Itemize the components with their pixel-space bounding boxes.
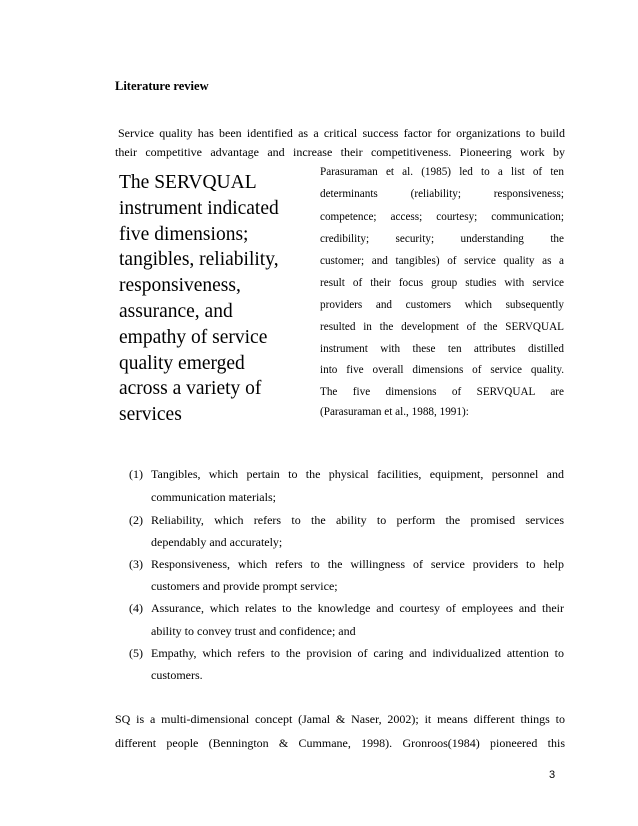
closing-line: SQ is a multi-dimensional concept (Jamal & Naser, 2002); it means different things to <box>115 712 565 726</box>
pull-quote-line: empathy of service <box>119 326 268 348</box>
column-line: instrument with these ten attributes distilled <box>320 343 564 355</box>
page-number: 3 <box>549 769 556 781</box>
list-line: Empathy, which refers to the provision of caring and individualized attention to <box>151 646 564 660</box>
pull-quote-line: services <box>119 404 182 426</box>
column-line: providers and customers which subsequently <box>320 299 564 311</box>
section-heading: Literature review <box>115 79 209 93</box>
pull-quote-line: tangibles, reliability, <box>119 249 279 271</box>
pull-quote-line: across a variety of <box>119 378 262 400</box>
intro-line: Service quality has been identified as a critical success factor for organizations to build <box>118 126 565 140</box>
pull-quote-line: five dimensions; <box>119 223 249 245</box>
list-line: Tangibles, which pertain to the physical facilities, equipment, personnel and <box>151 467 564 481</box>
column-line: Parasuraman et al. (1985) led to a list of ten <box>320 166 564 178</box>
list-line: customers and provide prompt service; <box>151 579 338 593</box>
list-line: Responsiveness, which refers to the willingness of service providers to help <box>151 557 564 571</box>
column-line: resulted in the development of the SERVQUAL <box>320 321 564 333</box>
column-line: The five dimensions of SERVQUAL are <box>320 386 564 398</box>
pull-quote-line: The SERVQUAL <box>119 172 257 193</box>
column-line: into five overall dimensions of service quality. <box>320 364 564 376</box>
list-line: ability to convey trust and confidence; and <box>151 624 356 638</box>
pull-quote-line: quality emerged <box>119 352 245 374</box>
closing-line: different people (Bennington & Cummane, 1998). Gronroos(1984) pioneered this <box>115 736 565 750</box>
column-line: customer; and tangibles) of service quality as a <box>320 255 564 267</box>
list-line: dependably and accurately; <box>151 535 283 549</box>
pull-quote-line: assurance, and <box>119 300 233 322</box>
column-line: result of their focus group studies with service <box>320 277 564 289</box>
list-number: (1) <box>129 467 143 481</box>
list-line: Assurance, which relates to the knowledge and courtesy of employees and their <box>151 601 564 615</box>
column-line: competence; access; courtesy; communication; <box>320 211 564 223</box>
list-line: customers. <box>151 668 203 682</box>
list-line: Reliability, which refers to the ability to perform the promised services <box>151 513 564 527</box>
pull-quote-line: responsiveness, <box>119 275 241 297</box>
intro-line: their competitive advantage and increase their competitiveness. Pioneering work by <box>115 145 565 159</box>
pull-quote <box>119 170 309 428</box>
list-line: communication materials; <box>151 490 276 504</box>
pull-quote-line: instrument indicated <box>119 197 279 219</box>
list-number: (5) <box>129 646 143 660</box>
column-line: determinants (reliability; responsiveness; <box>320 188 564 200</box>
list-number: (2) <box>129 513 143 527</box>
column-line: (Parasuraman et al., 1988, 1991): <box>320 406 469 418</box>
list-number: (3) <box>129 557 143 571</box>
column-line: credibility; security; understanding the <box>320 233 564 245</box>
list-number: (4) <box>129 601 143 615</box>
